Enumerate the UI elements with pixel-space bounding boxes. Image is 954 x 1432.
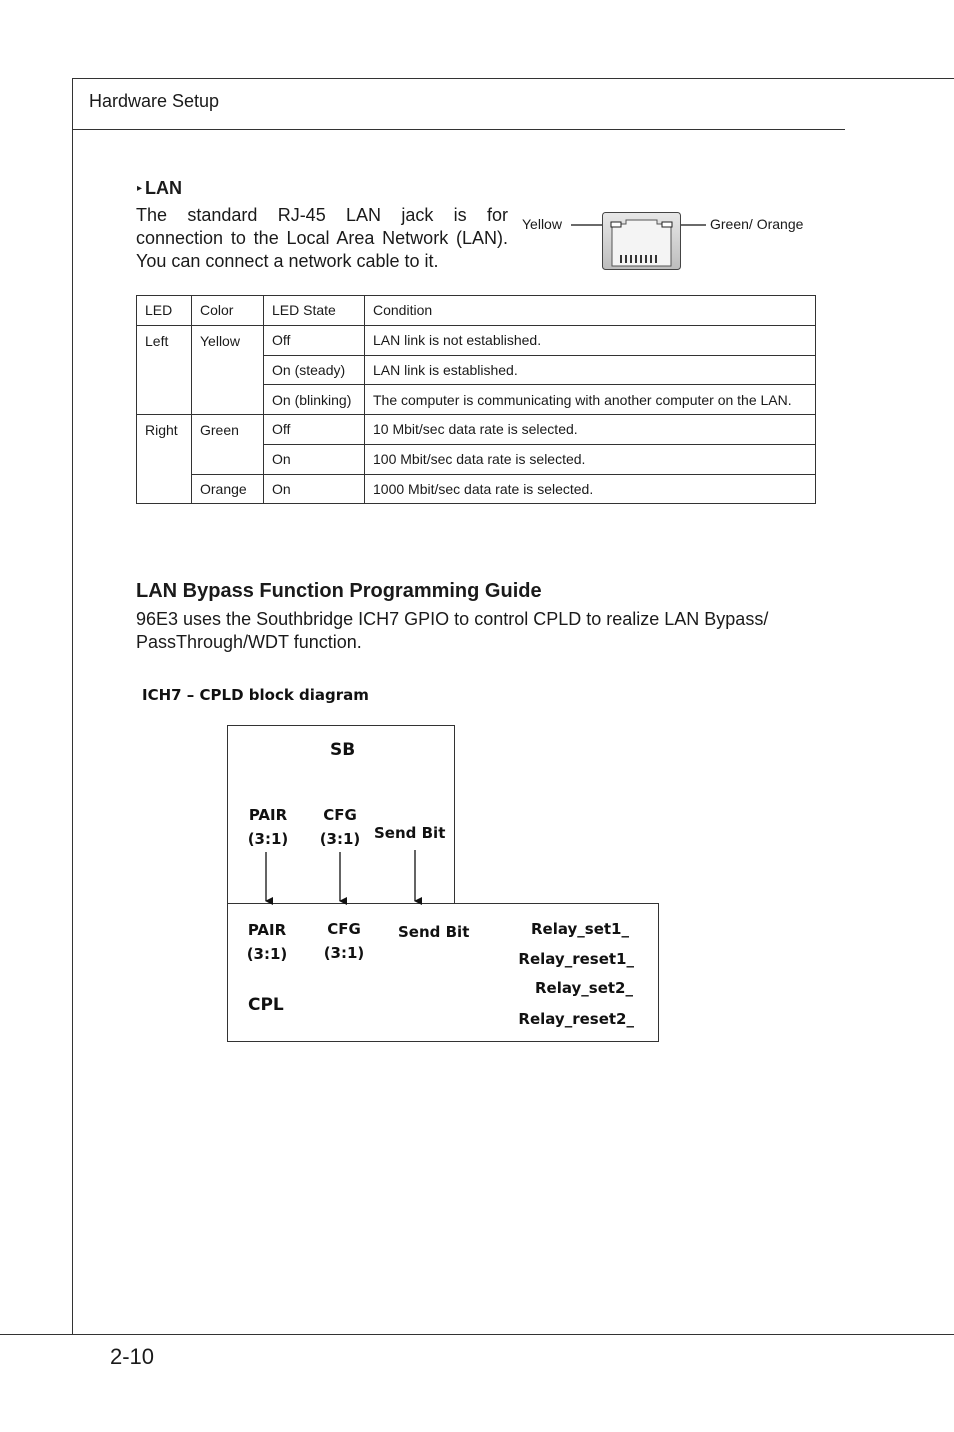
page-number: 2-10: [110, 1344, 155, 1369]
relay-reset1-label: Relay_reset1_: [518, 950, 634, 968]
table-row: [137, 474, 816, 504]
lan-heading-text: LAN: [145, 178, 183, 198]
cpl-pair-text: PAIR: [247, 921, 287, 939]
page-bottom-rule: [0, 1334, 954, 1335]
cell-condition: The computer is communicating with another computer on the LAN.: [365, 385, 816, 415]
cpl-cfg-label: [322, 920, 366, 962]
left-led-label: Yellow: [522, 216, 562, 232]
header-led: LED: [137, 296, 192, 326]
cell-state: On: [264, 444, 365, 474]
cell-color-green: Green: [192, 415, 264, 475]
relay-reset2-label: Relay_reset2_: [518, 1010, 634, 1028]
cell-led-left: Left: [137, 325, 192, 414]
sb-cfg-text: CFG: [323, 806, 357, 824]
cpl-pair-label: [245, 921, 289, 963]
running-header: Hardware Setup: [89, 91, 220, 111]
relay-set1-label: Relay_set1_: [530, 920, 629, 938]
cell-state: Off: [264, 325, 365, 355]
header-condition: Condition: [365, 296, 816, 326]
rj45-jack-icon: [602, 212, 681, 270]
sb-label: SB: [330, 740, 356, 760]
sb-cfg-range: (3:1): [319, 830, 361, 848]
header-led-state: LED State: [264, 296, 365, 326]
sb-pair-range: (3:1): [247, 830, 289, 848]
sb-pair-label: [246, 806, 290, 848]
cell-condition: 10 Mbit/sec data rate is selected.: [365, 415, 816, 445]
guide-description: 96E3 uses the Southbridge ICH7 GPIO to control CPLD to realize LAN Bypass/ PassThrough/WDT function.: [136, 609, 769, 652]
table-row: [137, 325, 816, 355]
cell-condition: LAN link is established.: [365, 355, 816, 385]
cpl-cfg-range: (3:1): [323, 944, 365, 962]
cpl-send-bit-label: Send Bit: [398, 923, 470, 941]
lan-description: The standard RJ-45 LAN jack is for connection to the Local Area Network (LAN). You can connect a network cable to it.: [136, 205, 508, 271]
sb-cfg-label: [318, 806, 362, 848]
diagram-title: ICH7 – CPLD block diagram: [142, 686, 369, 704]
header-color: Color: [192, 296, 264, 326]
cpl-cfg-text: CFG: [327, 920, 361, 938]
led-status-table: [136, 295, 816, 504]
table-header-row: [137, 296, 816, 326]
rj45-callout-lines: [0, 0, 954, 300]
sb-pair-text: PAIR: [248, 806, 288, 824]
cell-color-yellow: Yellow: [192, 325, 264, 414]
cell-led-right: Right: [137, 415, 192, 504]
right-led-label: Green/ Orange: [710, 216, 804, 232]
cpl-pair-range: (3:1): [246, 945, 288, 963]
triangle-bullet-icon: ▸: [137, 183, 143, 194]
guide-title: LAN Bypass Function Programming Guide: [136, 580, 542, 602]
cell-state: On (blinking): [264, 385, 365, 415]
cpl-label: CPL: [248, 995, 284, 1015]
cell-condition: LAN link is not established.: [365, 325, 816, 355]
cell-condition: 100 Mbit/sec data rate is selected.: [365, 444, 816, 474]
table-row: [137, 415, 816, 445]
cell-state: On (steady): [264, 355, 365, 385]
relay-set2-label: Relay_set2_: [534, 979, 633, 997]
cell-color-orange: Orange: [192, 474, 264, 504]
sb-send-bit-label: Send Bit: [374, 824, 446, 842]
cell-state: Off: [264, 415, 365, 445]
cell-condition: 1000 Mbit/sec data rate is selected.: [365, 474, 816, 504]
cell-state: On: [264, 474, 365, 504]
